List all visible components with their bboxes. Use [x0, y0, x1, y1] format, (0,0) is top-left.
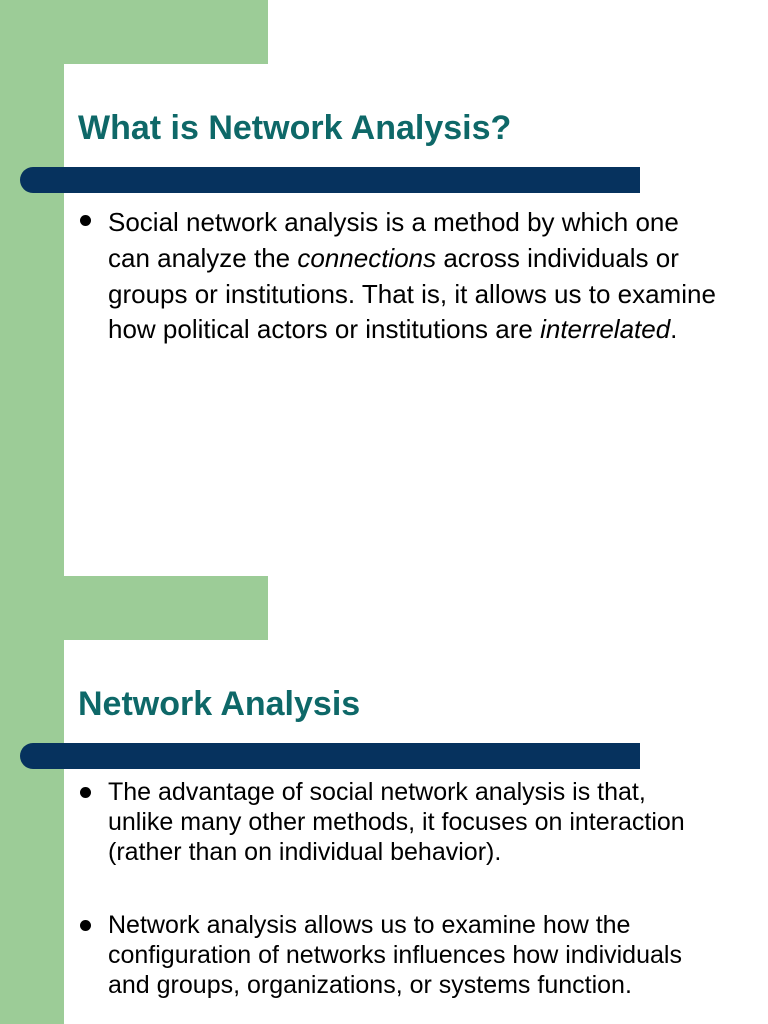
bullet-text-part: Social network analysis is a method by which one can analyze the: [108, 207, 679, 273]
bullet-dot-icon: [80, 787, 91, 798]
bullet-text: [108, 205, 718, 348]
content-area-top: [100, 64, 768, 104]
title-rule-bar: [20, 743, 640, 769]
bullet-text-part: across individuals or groups or institutions. That is, it allows us to examine how political actors or institutions are: [108, 242, 716, 345]
bullet-dot-icon: [80, 920, 91, 931]
green-side-band: [0, 576, 64, 1024]
bullet-text: The advantage of social network analysis is that, unlike many other methods, it focuses on interaction (rather than on individual behavior).: [108, 778, 685, 866]
content-area-top: [100, 640, 768, 680]
bullet-text-part: .: [670, 314, 678, 345]
bullet-text-emphasis: connections: [297, 242, 437, 273]
bullet-text-emphasis: interrelated: [540, 314, 671, 345]
bullet-dot-icon: [80, 215, 91, 226]
slide-title: What is Network Analysis?: [78, 109, 512, 147]
green-side-band: [0, 0, 64, 576]
green-top-band: [0, 0, 268, 64]
slide-2: [0, 576, 768, 1024]
title-rule-bar: [20, 167, 640, 193]
slide-title: Network Analysis: [78, 685, 361, 723]
bullet-text: Network analysis allows us to examine how the configuration of networks influences how individuals and groups, organizations, or systems function.: [108, 911, 682, 999]
green-top-band: [0, 576, 268, 640]
